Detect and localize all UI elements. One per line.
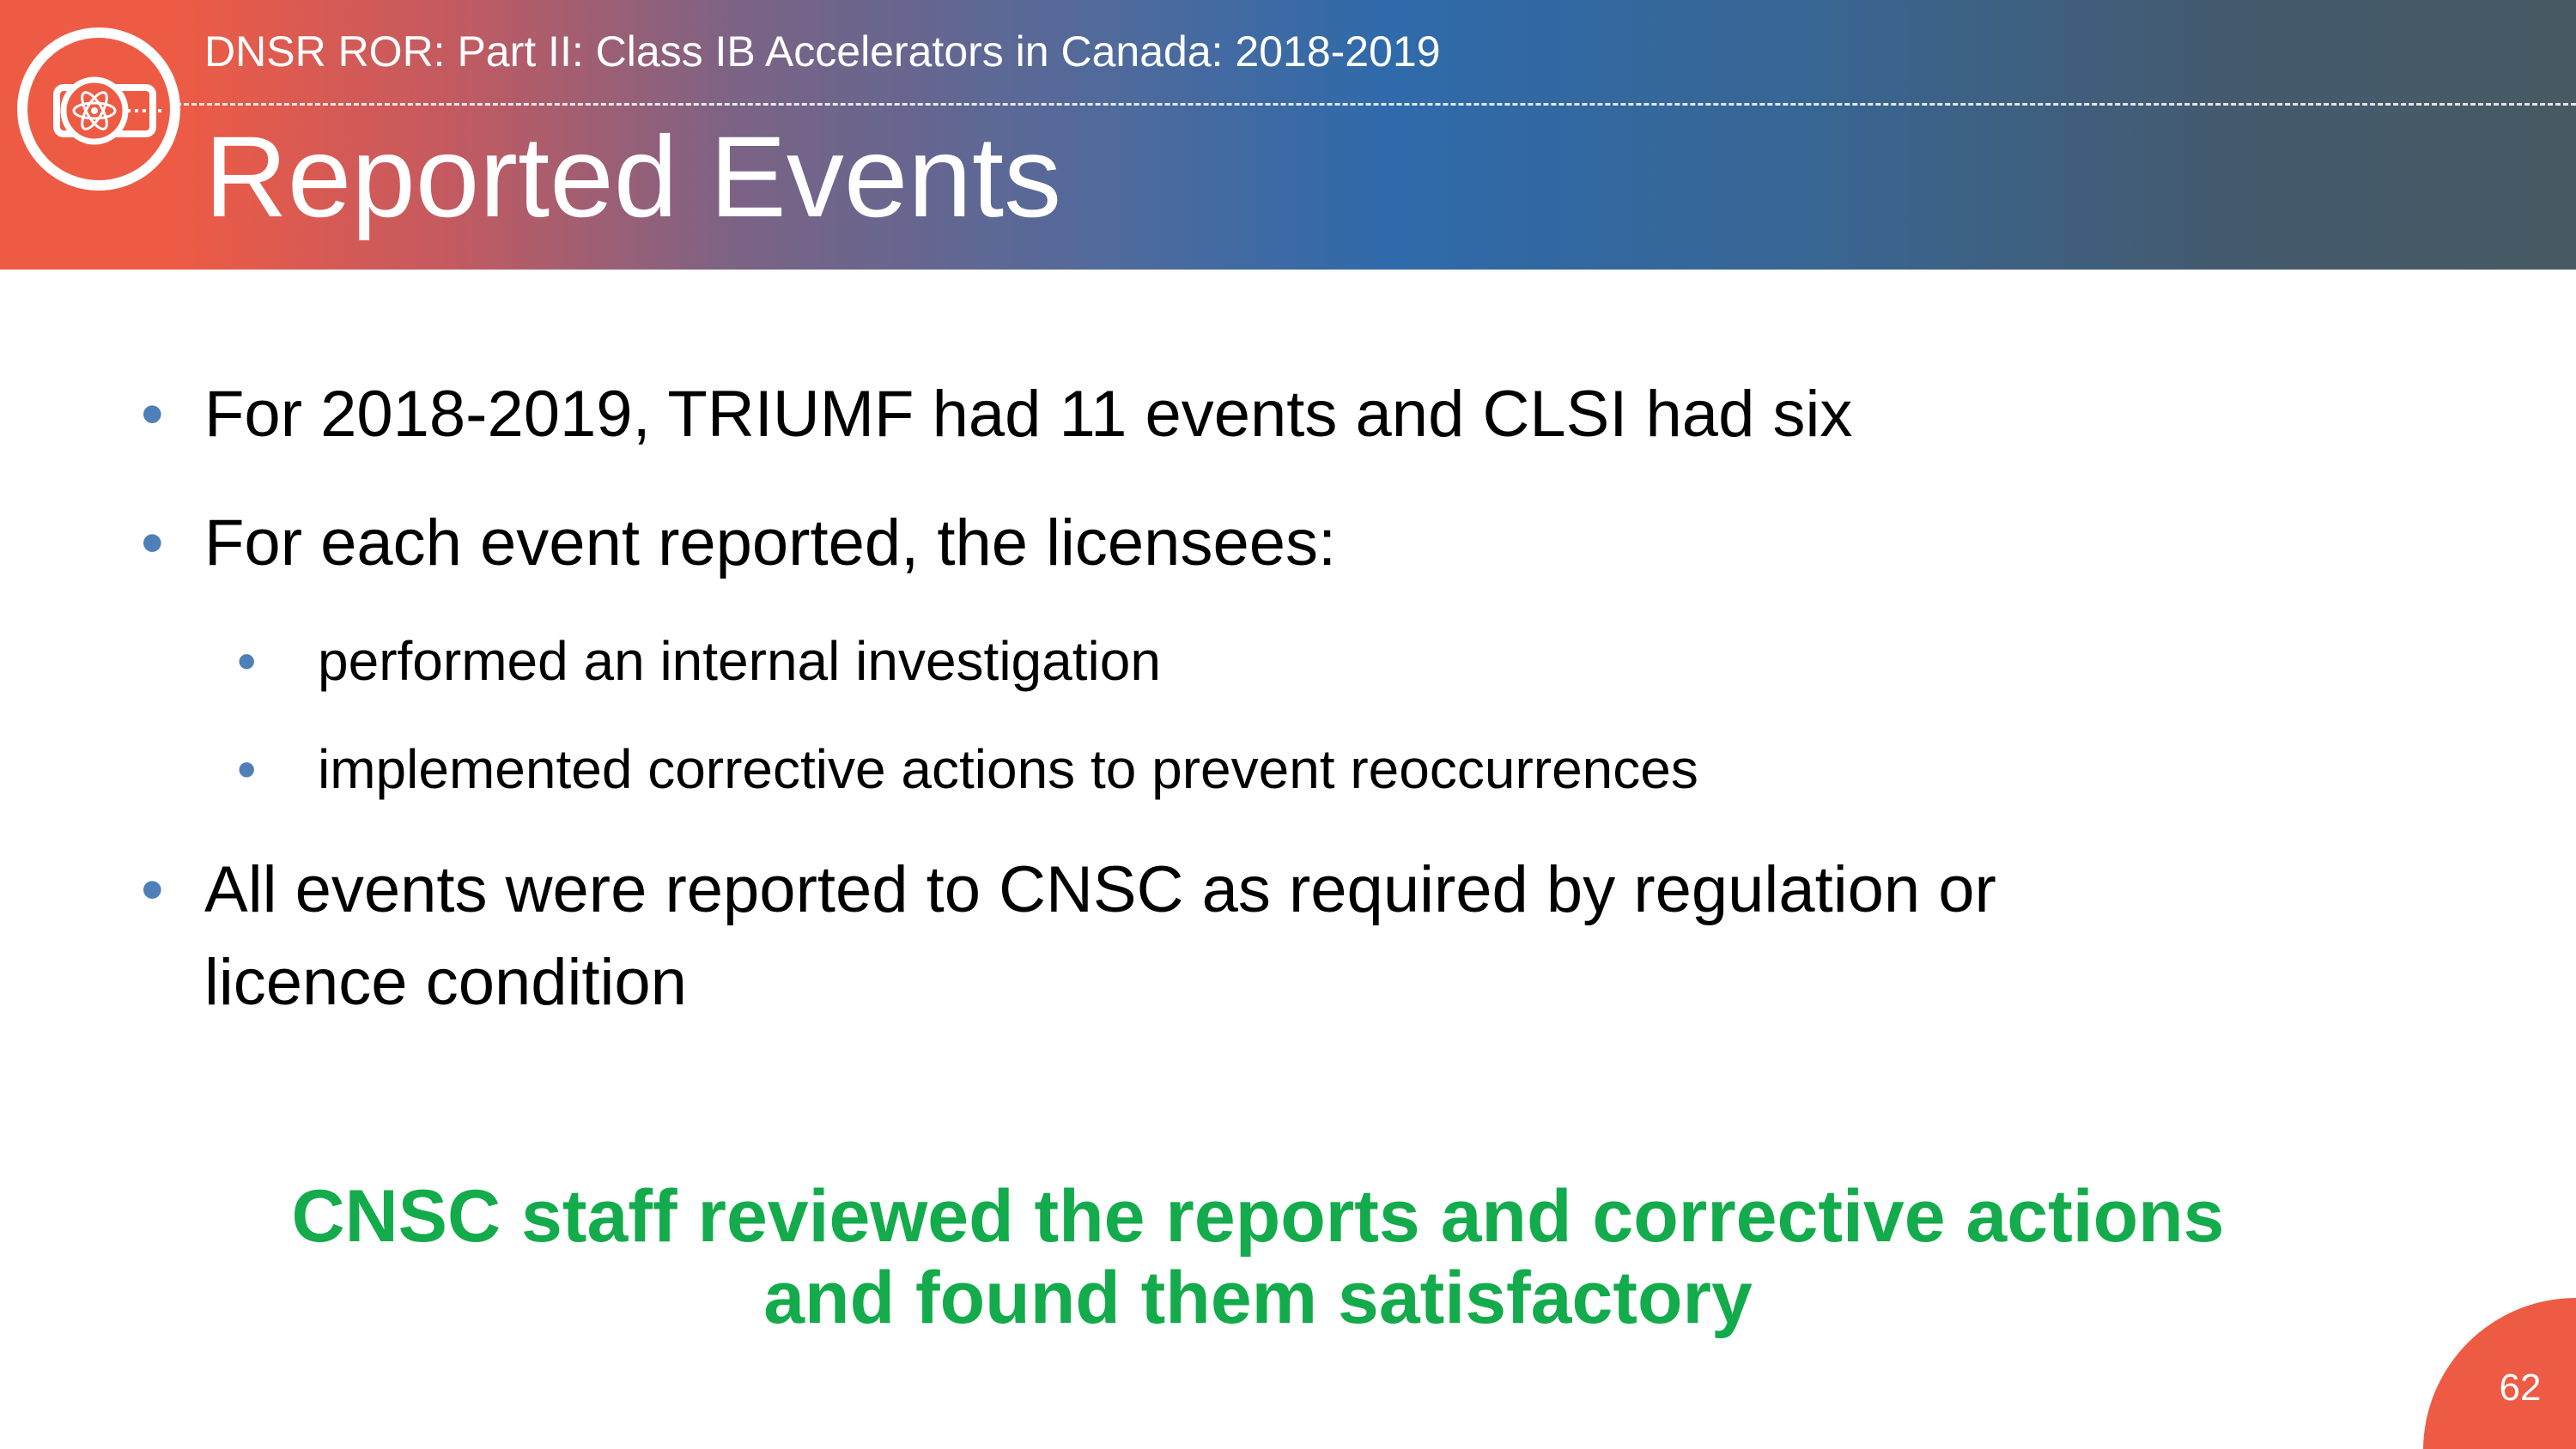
presentation-subtitle: DNSR ROR: Part II: Class IB Accelerators in Canada: 2018-2019 xyxy=(204,27,1441,76)
header-divider xyxy=(176,103,2576,106)
callout-line-2: and found them satisfactory xyxy=(763,1257,1753,1339)
bullet-item: For each event reported, the licensees: xyxy=(204,506,1337,579)
sub-bullet-marker: • xyxy=(237,738,257,800)
sub-bullet-marker: • xyxy=(237,630,257,692)
bullet-marker: • xyxy=(141,853,164,926)
logo-graphic xyxy=(27,38,170,180)
sub-bullet-item: performed an internal investigation xyxy=(318,630,1161,692)
sub-bullet-item: implemented corrective actions to prevent reoccurrences xyxy=(318,738,1698,800)
page-title: Reported Events xyxy=(204,113,1062,241)
bullet-item: For 2018-2019, TRIUMF had 11 events and CLSI had six xyxy=(204,378,1853,451)
bullet-item: All events were reported to CNSC as required by regulation or xyxy=(204,853,1996,926)
bullet-marker: • xyxy=(141,506,164,579)
header-band xyxy=(0,0,2576,270)
callout-line-1: CNSC staff reviewed the reports and corrective actions xyxy=(291,1175,2225,1258)
bullet-item-continuation: licence condition xyxy=(204,946,687,1019)
atom-logo-icon xyxy=(17,27,180,191)
page-number: 62 xyxy=(2499,1367,2542,1409)
bullet-marker: • xyxy=(141,378,164,451)
